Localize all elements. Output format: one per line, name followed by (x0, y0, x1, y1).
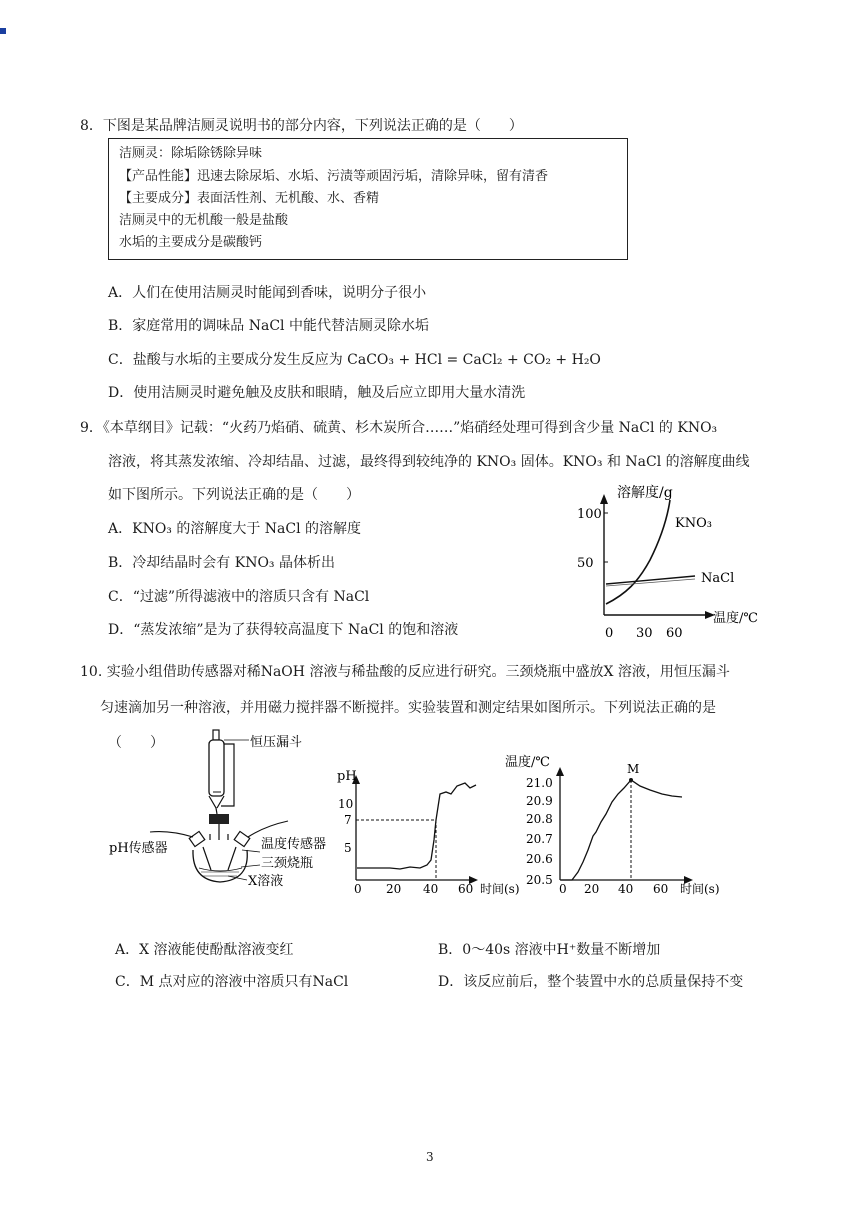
temp-probe (228, 847, 236, 870)
ph-xtick-0: 0 (354, 882, 362, 896)
q8-option-c[interactable]: C．盐酸与水垢的主要成分发生反应为 CaCO₃ + HCl = CaCl₂ + CO₂ + H₂O (108, 352, 601, 368)
q8-box-line-5: 水垢的主要成分是碳酸钙 (119, 235, 263, 250)
q8-box-line-3: 【主要成分】表面活性剂、无机酸、水、香精 (119, 191, 380, 206)
funnel-stopper (213, 730, 219, 740)
solubility-xlabel: 温度/℃ (713, 611, 758, 626)
temp-ylabel: 温度/℃ (505, 755, 550, 770)
temp-ytick-20-9: 20.9 (526, 794, 553, 808)
temp-xtick-20: 20 (584, 882, 600, 896)
flask-body (193, 850, 247, 882)
q8-box-line-1: 洁厕灵：除垢除锈除异味 (119, 146, 263, 161)
ph-xlabel: 时间(s) (480, 882, 520, 896)
temp-xtick-0: 0 (559, 882, 567, 896)
solubility-curve-chart (560, 480, 780, 650)
q9-option-b[interactable]: B．冷却结晶时会有 KNO₃ 晶体析出 (108, 555, 335, 571)
xtick-0: 0 (605, 626, 614, 641)
q10-stem-line-1: 10. 实验小组借助传感器对稀NaOH 溶液与稀盐酸的反应进行研究。三颈烧瓶中盛放X 溶液，用恒压漏斗 (80, 664, 730, 680)
ph-xtick-40: 40 (423, 882, 439, 896)
temp-xtick-40: 40 (618, 882, 634, 896)
ph-sensor-label: pH传感器 (109, 841, 168, 856)
q10-option-a[interactable]: A．X 溶液能使酚酞溶液变红 (115, 942, 294, 958)
funnel-body (209, 740, 224, 796)
ph-ytick-7: 7 (344, 813, 352, 827)
temperature-curve (561, 780, 682, 880)
page-number: 3 (426, 1150, 434, 1164)
ph-probe (203, 847, 211, 870)
ytick-100: 100 (577, 507, 602, 522)
flask-stopper (209, 814, 229, 824)
q8-stem: 8．下图是某品牌洁厕灵说明书的部分内容，下列说法正确的是（ ） (80, 118, 523, 134)
q10-option-c[interactable]: C．M 点对应的溶液中溶质只有NaCl (115, 974, 349, 990)
q8-option-d[interactable]: D．使用洁厕灵时避免触及皮肤和眼睛，触及后应立即用大量水清洗 (108, 385, 526, 401)
q10-stem-line-2: 匀速滴加另一种溶液，并用磁力搅拌器不断搅拌。实验装置和测定结果如图所示。下列说法正确的是 (100, 700, 716, 716)
q10-option-d[interactable]: D．该反应前后，整个装置中水的总质量保持不变 (438, 974, 744, 990)
ph-curve (357, 783, 476, 869)
funnel-label: 恒压漏斗 (250, 735, 303, 750)
xtick-60: 60 (666, 626, 683, 641)
ph-ylabel: pH (337, 769, 357, 784)
kno3-label: KNO₃ (675, 516, 712, 531)
solution-label: X溶液 (248, 874, 284, 889)
q9-option-a[interactable]: A．KNO₃ 的溶解度大于 NaCl 的溶解度 (108, 521, 362, 537)
q8-option-b[interactable]: B．家庭常用的调味品 NaCl 中能代替洁厕灵除水垢 (108, 318, 429, 334)
ph-xtick-20: 20 (386, 882, 402, 896)
q10-option-b[interactable]: B．0～40s 溶液中H⁺数量不断增加 (438, 942, 661, 958)
apparatus-diagram (100, 722, 330, 902)
ph-chart (330, 768, 520, 903)
q9-stem-line-2: 溶液，将其蒸发浓缩、冷却结晶、过滤，最终得到较纯净的 KNO₃ 固体。KNO₃ 和 NaCl 的溶解度曲线 (108, 454, 750, 470)
ytick-50: 50 (577, 556, 594, 571)
m-label: M (627, 762, 640, 776)
q9-stem-line-1: 9．《本草纲目》记载：“火药乃焰硝、硫黄、杉木炭所合……”焰硝经处理可得到含少量 NaCl 的 KNO₃ (80, 420, 718, 436)
flask-label: 三颈烧瓶 (261, 856, 314, 871)
temp-xtick-60: 60 (653, 882, 669, 896)
q10-stem-line-3: （ ） (108, 735, 164, 751)
kno3-curve (606, 500, 670, 604)
ph-ytick-10: 10 (338, 797, 354, 811)
temp-ytick-21-0: 21.0 (526, 776, 553, 790)
temp-ytick-20-8: 20.8 (526, 812, 553, 826)
scan-corner-mark (0, 28, 6, 34)
temp-ytick-20-6: 20.6 (526, 852, 553, 866)
temp-xlabel: 时间(s) (680, 882, 720, 896)
temp-sensor-label: 温度传感器 (261, 837, 327, 852)
q9-stem-line-3: 如下图所示。下列说法正确的是（ ） (108, 487, 360, 503)
q8-box-line-4: 洁厕灵中的无机酸一般是盐酸 (119, 213, 289, 228)
temp-ytick-20-7: 20.7 (526, 832, 553, 846)
solubility-ylabel: 溶解度/g (617, 485, 673, 501)
q8-instruction-box (108, 138, 628, 260)
q9-option-d[interactable]: D．“蒸发浓缩”是为了获得较高温度下 NaCl 的饱和溶液 (108, 622, 459, 638)
xtick-30: 30 (636, 626, 653, 641)
nacl-label: NaCl (701, 571, 735, 586)
temp-ytick-20-5: 20.5 (526, 873, 553, 887)
q8-option-a[interactable]: A．人们在使用洁厕灵时能闻到香味，说明分子很小 (108, 285, 427, 301)
ph-xtick-60: 60 (458, 882, 474, 896)
ph-ytick-5: 5 (344, 841, 352, 855)
q9-option-c[interactable]: C．“过滤”所得滤液中的溶质只含有 NaCl (108, 589, 370, 605)
q8-box-line-2: 【产品性能】迅速去除尿垢、水垢、污渍等顽固污垢，清除异味，留有清香 (119, 169, 549, 184)
m-point (629, 778, 633, 782)
temperature-chart (500, 752, 720, 902)
